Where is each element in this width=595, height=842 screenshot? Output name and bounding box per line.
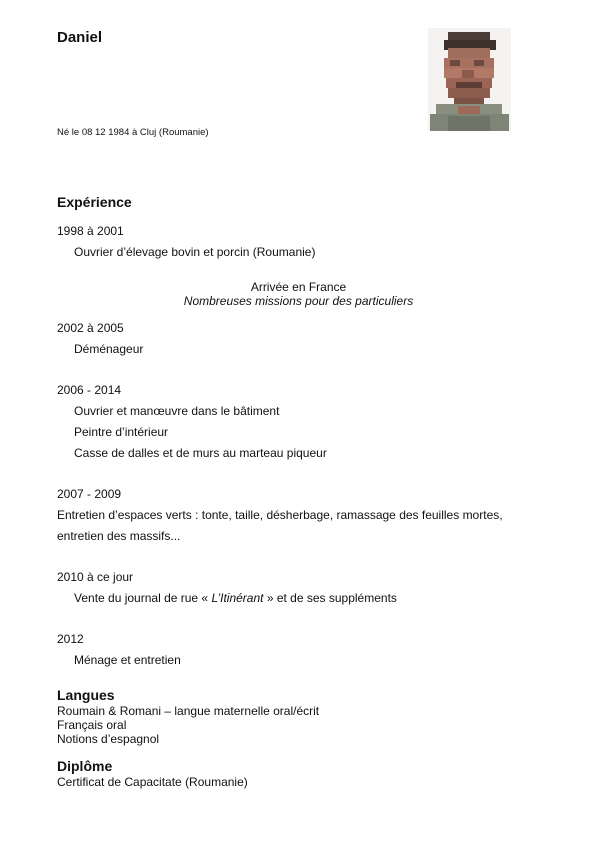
profile-photo	[428, 28, 511, 131]
job-item: Casse de dalles et de murs au marteau piqueur	[74, 446, 327, 460]
job-description-line: Entretien d’espaces verts : tonte, taille, désherbage, ramassage des feuilles mortes,	[57, 508, 503, 522]
arrival-missions-line	[57, 294, 540, 308]
languages-heading: Langues	[57, 687, 115, 703]
newspaper-title: L’Itinérant	[211, 591, 264, 605]
period-2012: 2012	[57, 632, 84, 646]
job-item: Ménage et entretien	[74, 653, 181, 667]
experience-heading: Expérience	[57, 194, 132, 210]
job-text-after: » et de ses suppléments	[263, 591, 397, 605]
period-2002-2005: 2002 à 2005	[57, 321, 124, 335]
language-item: Roumain & Romani – langue maternelle oral/écrit	[57, 704, 320, 718]
period-2007-2009: 2007 - 2009	[57, 487, 122, 501]
arrival-missions-text: Nombreuses missions pour des particuliers	[183, 294, 414, 308]
period-2010-now: 2010 à ce jour	[57, 570, 134, 584]
period-2006-2014: 2006 - 2014	[57, 383, 122, 397]
pixelated-portrait	[428, 28, 511, 131]
job-description-line: entretien des massifs...	[57, 529, 181, 543]
job-item: Ouvrier et manœuvre dans le bâtiment	[74, 404, 280, 418]
diploma-heading: Diplôme	[57, 758, 113, 774]
period-1998-2001: 1998 à 2001	[57, 224, 124, 238]
job-item: Ouvrier d’élevage bovin et porcin (Roumanie)	[74, 245, 316, 259]
job-item: Peintre d’intérieur	[74, 425, 169, 439]
birth-info: Né le 08 12 1984 à Cluj (Roumanie)	[57, 127, 209, 138]
candidate-name: Daniel	[57, 29, 103, 46]
language-item: Français oral	[57, 718, 127, 732]
arrival-line: Arrivée en France	[250, 280, 347, 294]
job-item: Déménageur	[74, 342, 144, 356]
job-text-before: Vente du journal de rue «	[74, 591, 212, 605]
diploma-item: Certificat de Capacitate (Roumanie)	[57, 775, 248, 789]
job-item	[74, 591, 397, 605]
language-item: Notions d’espagnol	[57, 732, 160, 746]
